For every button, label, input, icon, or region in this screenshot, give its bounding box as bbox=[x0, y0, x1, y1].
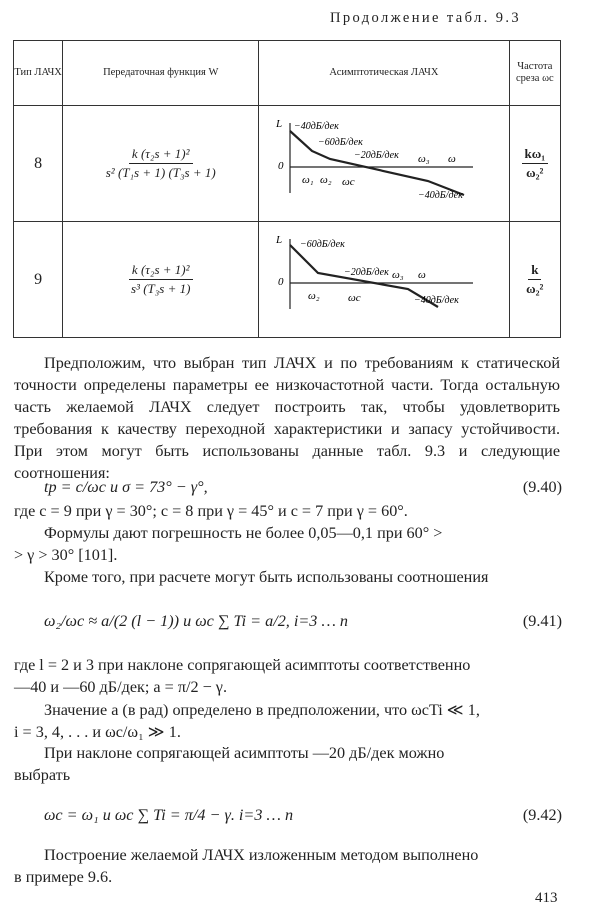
header-cutoff-frequency: Частота среза ωс bbox=[509, 41, 560, 106]
text-line: где c = 9 при γ = 30°; c = 8 при γ = 45° и c = 7 при γ = 60°. bbox=[14, 502, 408, 520]
text-line: в примере 9.6. bbox=[14, 868, 113, 886]
row-cutoff bbox=[509, 106, 560, 222]
tf-numerator: k (τ₂s + 1)² bbox=[129, 146, 193, 164]
tf-numerator: k (τ₂s + 1)² bbox=[129, 262, 193, 280]
row-lach-plot bbox=[259, 222, 509, 338]
header-asymptotic-lach: Асимптотическая ЛАЧХ bbox=[259, 41, 509, 106]
tf-denominator: s² (T₁s + 1) (T₃s + 1) bbox=[105, 165, 216, 180]
plot-label-zero: 0 bbox=[277, 160, 284, 172]
text-line: При наклоне сопрягающей асимптоты —20 дБ/дек можно bbox=[44, 744, 445, 762]
lach-plot-9 bbox=[268, 227, 500, 327]
cutoff-denominator: ω₂² bbox=[526, 281, 544, 296]
plot-label-slope: −40дБ/дек bbox=[413, 295, 459, 306]
plot-label-omega3: ω₃ bbox=[417, 153, 430, 165]
text-line: i = 3, 4, . . . и ωс/ω₁ ≫ 1. bbox=[14, 723, 181, 741]
tf-denominator: s³ (T₃s + 1) bbox=[131, 281, 191, 296]
lach-table bbox=[13, 40, 561, 338]
cutoff-numerator: k bbox=[528, 262, 541, 280]
text-line: Формулы дают погрешность не более 0,05—0,1 при 60° > bbox=[44, 524, 443, 542]
transfer-function-fraction bbox=[103, 146, 219, 181]
plot-label-slope: −20дБ/дек bbox=[353, 150, 399, 161]
header-transfer-function: Передаточная функция W bbox=[63, 41, 259, 106]
cutoff-numerator: kω₁ bbox=[522, 146, 549, 164]
lach-plot-8 bbox=[268, 111, 500, 211]
text-line: выбрать bbox=[14, 766, 71, 784]
plot-label-L: L bbox=[275, 118, 283, 130]
plot-label-omega2: ω₂ bbox=[319, 174, 332, 186]
row-transfer-function bbox=[63, 106, 259, 222]
equation-number-9-42: (9.42) bbox=[522, 806, 562, 824]
plot-label-slope: −60дБ/дек bbox=[317, 137, 363, 148]
equation-number-9-41: (9.41) bbox=[522, 612, 562, 630]
header-type: Тип ЛАЧХ bbox=[14, 41, 63, 106]
plot-label-omega2: ω₂ bbox=[307, 290, 320, 302]
plot-label-omega: ω bbox=[447, 153, 456, 165]
text-line: где l = 2 и 3 при наклоне сопрягающей асимптоты соответственно bbox=[14, 656, 471, 674]
transfer-function-fraction bbox=[128, 262, 193, 297]
table-row bbox=[14, 106, 561, 222]
equation-number-9-40: (9.40) bbox=[522, 478, 562, 496]
text-line: —40 и —60 дБ/дек; a = π/2 − γ. bbox=[14, 678, 228, 696]
text-line: Значение a (в рад) определено в предположении, что ωсTi ≪ 1, bbox=[44, 701, 480, 719]
equation-9-40: tр = c/ωс и σ = 73° − γ°, bbox=[44, 478, 208, 496]
plot-label-omegac: ωс bbox=[347, 292, 361, 304]
row-cutoff bbox=[509, 222, 560, 338]
plot-label-zero: 0 bbox=[277, 276, 284, 288]
plot-label-L: L bbox=[275, 234, 283, 246]
plot-label-omega1: ω₁ bbox=[301, 174, 314, 186]
plot-label-omega3: ω₃ bbox=[391, 269, 404, 281]
plot-label-omega: ω bbox=[417, 269, 426, 281]
page-number: 413 bbox=[535, 890, 558, 906]
intro-paragraph: Предположим, что выбран тип ЛАЧХ и по требованиям к статической точности определены параметры ее низкочастотной части. Тогда остальную часть желаемой ЛАЧХ следует построить так, чтобы удовлетворить требования к качеству переходной характеристики и запасу устойчивости. При этом могут быть использованы данные табл. 9.3 и следующие соотношения: bbox=[14, 354, 560, 482]
cutoff-denominator: ω₂² bbox=[526, 165, 544, 180]
table-continuation-caption: Продолжение табл. 9.3 bbox=[330, 10, 522, 26]
row-lach-plot bbox=[259, 106, 509, 222]
text-line: > γ > 30° [101]. bbox=[14, 546, 118, 564]
row-type: 9 bbox=[14, 222, 63, 338]
row-transfer-function bbox=[63, 222, 259, 338]
plot-label-slope: −40дБ/дек bbox=[293, 121, 339, 132]
text-line: Кроме того, при расчете могут быть использованы соотношения bbox=[44, 568, 489, 586]
cutoff-fraction bbox=[523, 262, 546, 297]
equation-9-42: ωс = ω₁ и ωс ∑ Ti = π/4 − γ. i=3 … n bbox=[44, 806, 294, 824]
plot-label-slope: −60дБ/дек bbox=[299, 239, 345, 250]
plot-label-slope: −20дБ/дек bbox=[343, 267, 389, 278]
cutoff-fraction bbox=[522, 146, 549, 181]
text-line: Построение желаемой ЛАЧХ изложенным методом выполнено bbox=[44, 846, 479, 864]
equation-9-41: ω₂/ωс ≈ a/(2 (l − 1)) и ωс ∑ Ti = a/2, i=3 … n bbox=[44, 612, 348, 630]
table-row bbox=[14, 222, 561, 338]
plot-label-slope: −40дБ/дек bbox=[417, 190, 463, 201]
plot-label-omegac: ωс bbox=[341, 176, 355, 188]
row-type: 8 bbox=[14, 106, 63, 222]
table-header-row bbox=[14, 41, 561, 106]
